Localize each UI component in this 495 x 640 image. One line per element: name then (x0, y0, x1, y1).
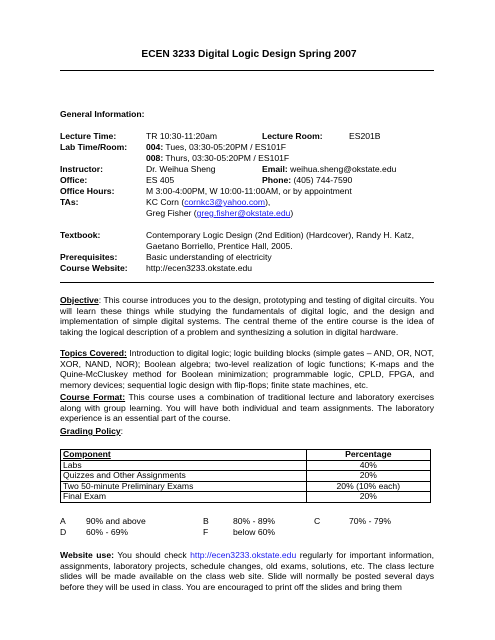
grade-range: 60% - 69% (86, 527, 129, 537)
email-value: weihua.sheng@okstate.edu (287, 164, 397, 174)
lab2-value: Thurs, 03:30-05:20PM / ES101F (163, 153, 290, 163)
website-use-link[interactable]: http://ecen3233.okstate.edu (190, 550, 297, 560)
course-website-value: http://ecen3233.okstate.edu (146, 263, 253, 273)
textbook-line-2: Gaetano Borriello, Prentice Hall, 2005. (146, 241, 293, 251)
table-header-row (61, 450, 431, 461)
textbook-label: Textbook: (60, 230, 101, 240)
ta2-name: Greg Fisher ( (146, 208, 197, 218)
website-use-after: regularly for important information, assignments, laboratory projects, schedule changes, old exams, solutions, etc. The class lecture slides will be made available on the class web site. Slide will normally be posted several days before they will be used in class. You are encouraged to print off the slides and bring them (60, 550, 434, 592)
grade-range: 70% - 79% (349, 516, 392, 526)
topics-heading: Topics Covered: (60, 348, 127, 358)
grading-heading-row (60, 426, 123, 437)
format-text: This course uses a combination of traditional lecture and laboratory exercises along with group learning. You will have both individual and team assignments. The laboratory experience is an essential part of the course. (60, 392, 435, 424)
top-divider (60, 70, 434, 71)
website-use-before: You should check (113, 550, 191, 560)
instructor-label: Instructor: (60, 164, 103, 174)
table-row (61, 481, 431, 492)
percentage-header: Percentage (306, 450, 430, 461)
table-row (61, 492, 431, 503)
website-use-paragraph (60, 550, 434, 592)
grade-range: 80% - 89% (233, 516, 276, 526)
objective-heading: Objective (60, 295, 99, 305)
percentage-cell: 20% (10% each) (306, 481, 430, 492)
grade-letter: C (314, 516, 321, 526)
percentage-cell: 20% (306, 471, 430, 482)
ta2-email-link[interactable]: greg.fisher@okstate.edu (196, 208, 291, 218)
topics-paragraph (60, 348, 434, 390)
prerequisites-value: Basic understanding of electricity (146, 252, 272, 262)
percentage-cell: 40% (306, 460, 430, 471)
objective-text: : This course introduces you to the design, prototyping and testing of digital circuits. You will learn these things while studying the fundamentals of digital logic, and the design and implementation of simple digital systems. The central theme of the entire course is the idea of taking the logical description of a problem and synthesizing a solution in digital hardware. (60, 295, 434, 337)
website-use-heading: Website use: (60, 550, 114, 560)
grading-colon: : (120, 426, 124, 436)
component-cell: Labs (61, 460, 307, 471)
percentage-cell: 20% (306, 492, 430, 503)
lecture-room-label: Lecture Room: (262, 131, 323, 141)
phone-value: (405) 744-7590 (291, 175, 353, 185)
lab-row-2 (146, 153, 289, 164)
course-website-label: Course Website: (60, 263, 128, 273)
ta1-name: KC Corn ( (146, 197, 185, 207)
grading-table (60, 449, 431, 503)
grading-heading: Grading Policy (60, 426, 121, 436)
format-heading: Course Format: (60, 392, 126, 402)
topics-text: Introduction to digital logic; logic building blocks (simple gates – AND, OR, NOT, XOR, NAND, NOR); Boolean algebra; two-level realization of logic functions; K-maps and the Quine-McCluskey method for Boolean minimization; programmable logic, CPLD, FPGA, and memory devices; sequential logic design with flip-flops; finite state machines, etc. (60, 348, 434, 390)
table-row (61, 460, 431, 471)
component-cell: Final Exam (61, 492, 307, 503)
grade-letter: F (203, 527, 209, 537)
format-paragraph (60, 392, 434, 424)
grade-range: 90% and above (86, 516, 146, 526)
grade-letter: A (60, 516, 66, 526)
grade-letter: D (60, 527, 67, 537)
office-value: ES 405 (146, 175, 175, 185)
office-hours-value: M 3:00-4:00PM, W 10:00-11:00AM, or by appointment (146, 186, 352, 196)
ta1-close: ), (265, 197, 271, 207)
ta-1 (146, 197, 270, 208)
table-row (61, 471, 431, 482)
lab1-value: Tues, 03:30-05:20PM / ES101F (163, 142, 286, 152)
office-hours-label: Office Hours: (60, 186, 115, 196)
component-cell: Quizzes and Other Assignments (61, 471, 307, 482)
tas-label: TAs: (60, 197, 79, 207)
lab2-section: 008: (146, 153, 164, 163)
lab-row-1 (146, 142, 286, 153)
component-header: Component (61, 450, 307, 461)
instructor-value: Dr. Weihua Sheng (146, 164, 216, 174)
lab1-section: 004: (146, 142, 164, 152)
phone-label: Phone: (262, 175, 292, 185)
grade-letter: B (203, 516, 209, 526)
ta1-email-link[interactable]: cornkc3@yahoo.com (184, 197, 266, 207)
ta-2 (146, 208, 293, 219)
textbook-line-1: Contemporary Logic Design (2nd Edition) (Hardcover), Randy H. Katz, (146, 230, 414, 240)
email-label: Email: (262, 164, 288, 174)
lab-label: Lab Time/Room: (60, 142, 128, 152)
lecture-time-label: Lecture Time: (60, 131, 117, 141)
prerequisites-label: Prerequisites: (60, 252, 118, 262)
general-heading: General Information: (60, 109, 145, 119)
component-cell: Two 50-minute Preliminary Exams (61, 481, 307, 492)
course-title: ECEN 3233 Digital Logic Design Spring 2007 (141, 49, 357, 60)
phone-row (262, 175, 352, 186)
objective-paragraph (60, 295, 434, 337)
email-row (262, 164, 396, 175)
grade-range: below 60% (233, 527, 276, 537)
mid-divider (60, 282, 434, 283)
lecture-room-value: ES201B (349, 131, 381, 141)
office-label: Office: (60, 175, 88, 185)
ta2-close: ) (290, 208, 294, 218)
lecture-time-value: TR 10:30-11:20am (146, 131, 218, 141)
